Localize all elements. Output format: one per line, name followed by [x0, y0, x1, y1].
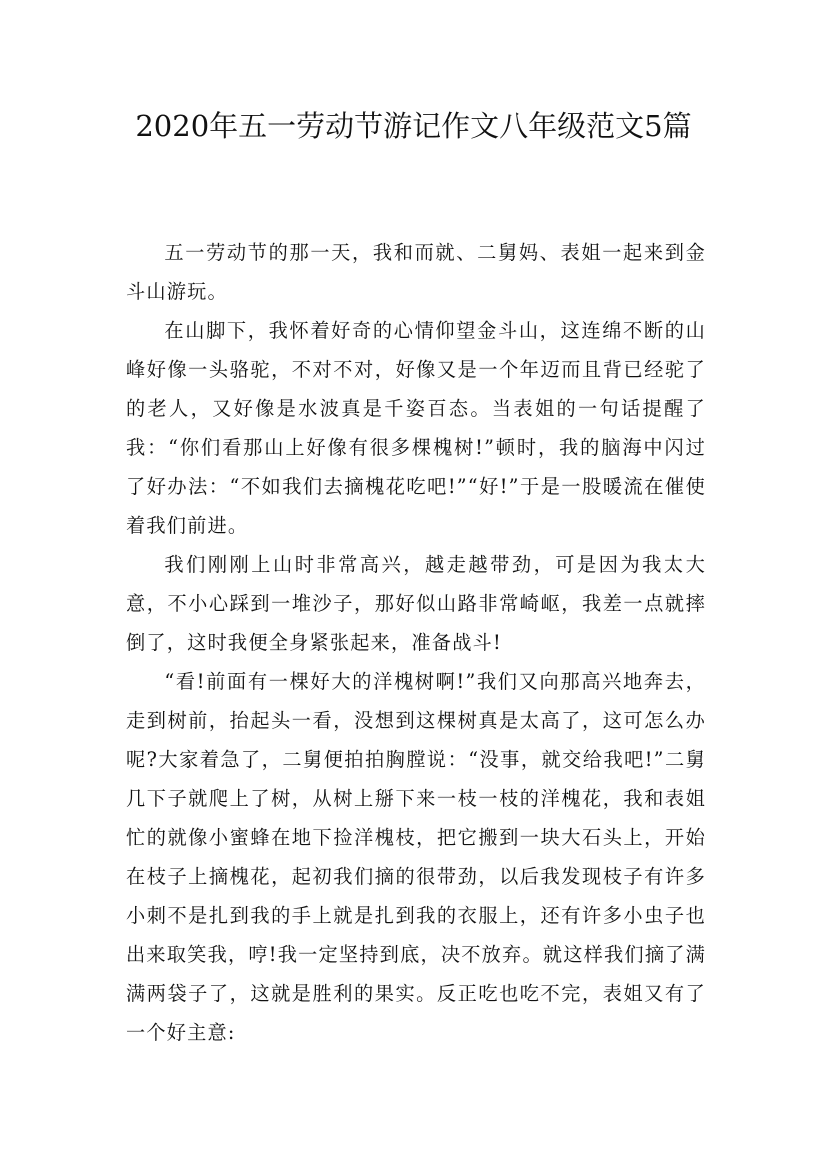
paragraph-4: “看!前面有一棵好大的洋槐树啊!”我们又向那高兴地奔去，走到树前，抬起头一看，没想到这棵树真是太高了，这可怎么办呢?大家着急了，二舅便拍拍胸膛说：“没事，就交给我吧!”二舅几下子就爬上了树，从树上掰下来一枝一枝的洋槐花，我和表姐忙的就像小蜜蜂在地下捡洋槐枝，把它搬到一块大石头上，开始在枝子上摘槐花，起初我们摘的很带劲，以后我发现枝子有许多小刺不是扎到我的手上就是扎到我的衣服上，还有许多小虫子也出来取笑我，哼!我一定坚持到底，决不放弃。就这样我们摘了满满两袋子了，这就是胜利的果实。反正吃也吃不完，表姐又有了一个好主意: — [126, 670, 706, 1044]
paragraph-3: 我们刚刚上山时非常高兴，越走越带劲，可是因为我太大意，不小心踩到一堆沙子，那好似山路非常崎岖，我差一点就摔倒了，这时我便全身紧张起来，准备战斗! — [126, 553, 706, 654]
paragraph-2: 在山脚下，我怀着好奇的心情仰望金斗山，这连绵不断的山峰好像一头骆驼，不对不对，好像又是一个年迈而且背已经驼了的老人，又好像是水波真是千姿百态。当表姐的一句话提醒了我：“你们看那山上好像有很多棵槐树!”顿时，我的脑海中闪过了好办法：“不如我们去摘槐花吃吧!”“好!”于是一股暖流在催使着我们前进。 — [126, 319, 706, 537]
paragraph-1: 五一劳动节的那一天，我和而就、二舅妈、表姐一起来到金斗山游玩。 — [126, 241, 706, 303]
document-title: 2020年五一劳动节游记作文八年级范文5篇 — [135, 109, 692, 143]
document-body — [126, 233, 706, 1052]
